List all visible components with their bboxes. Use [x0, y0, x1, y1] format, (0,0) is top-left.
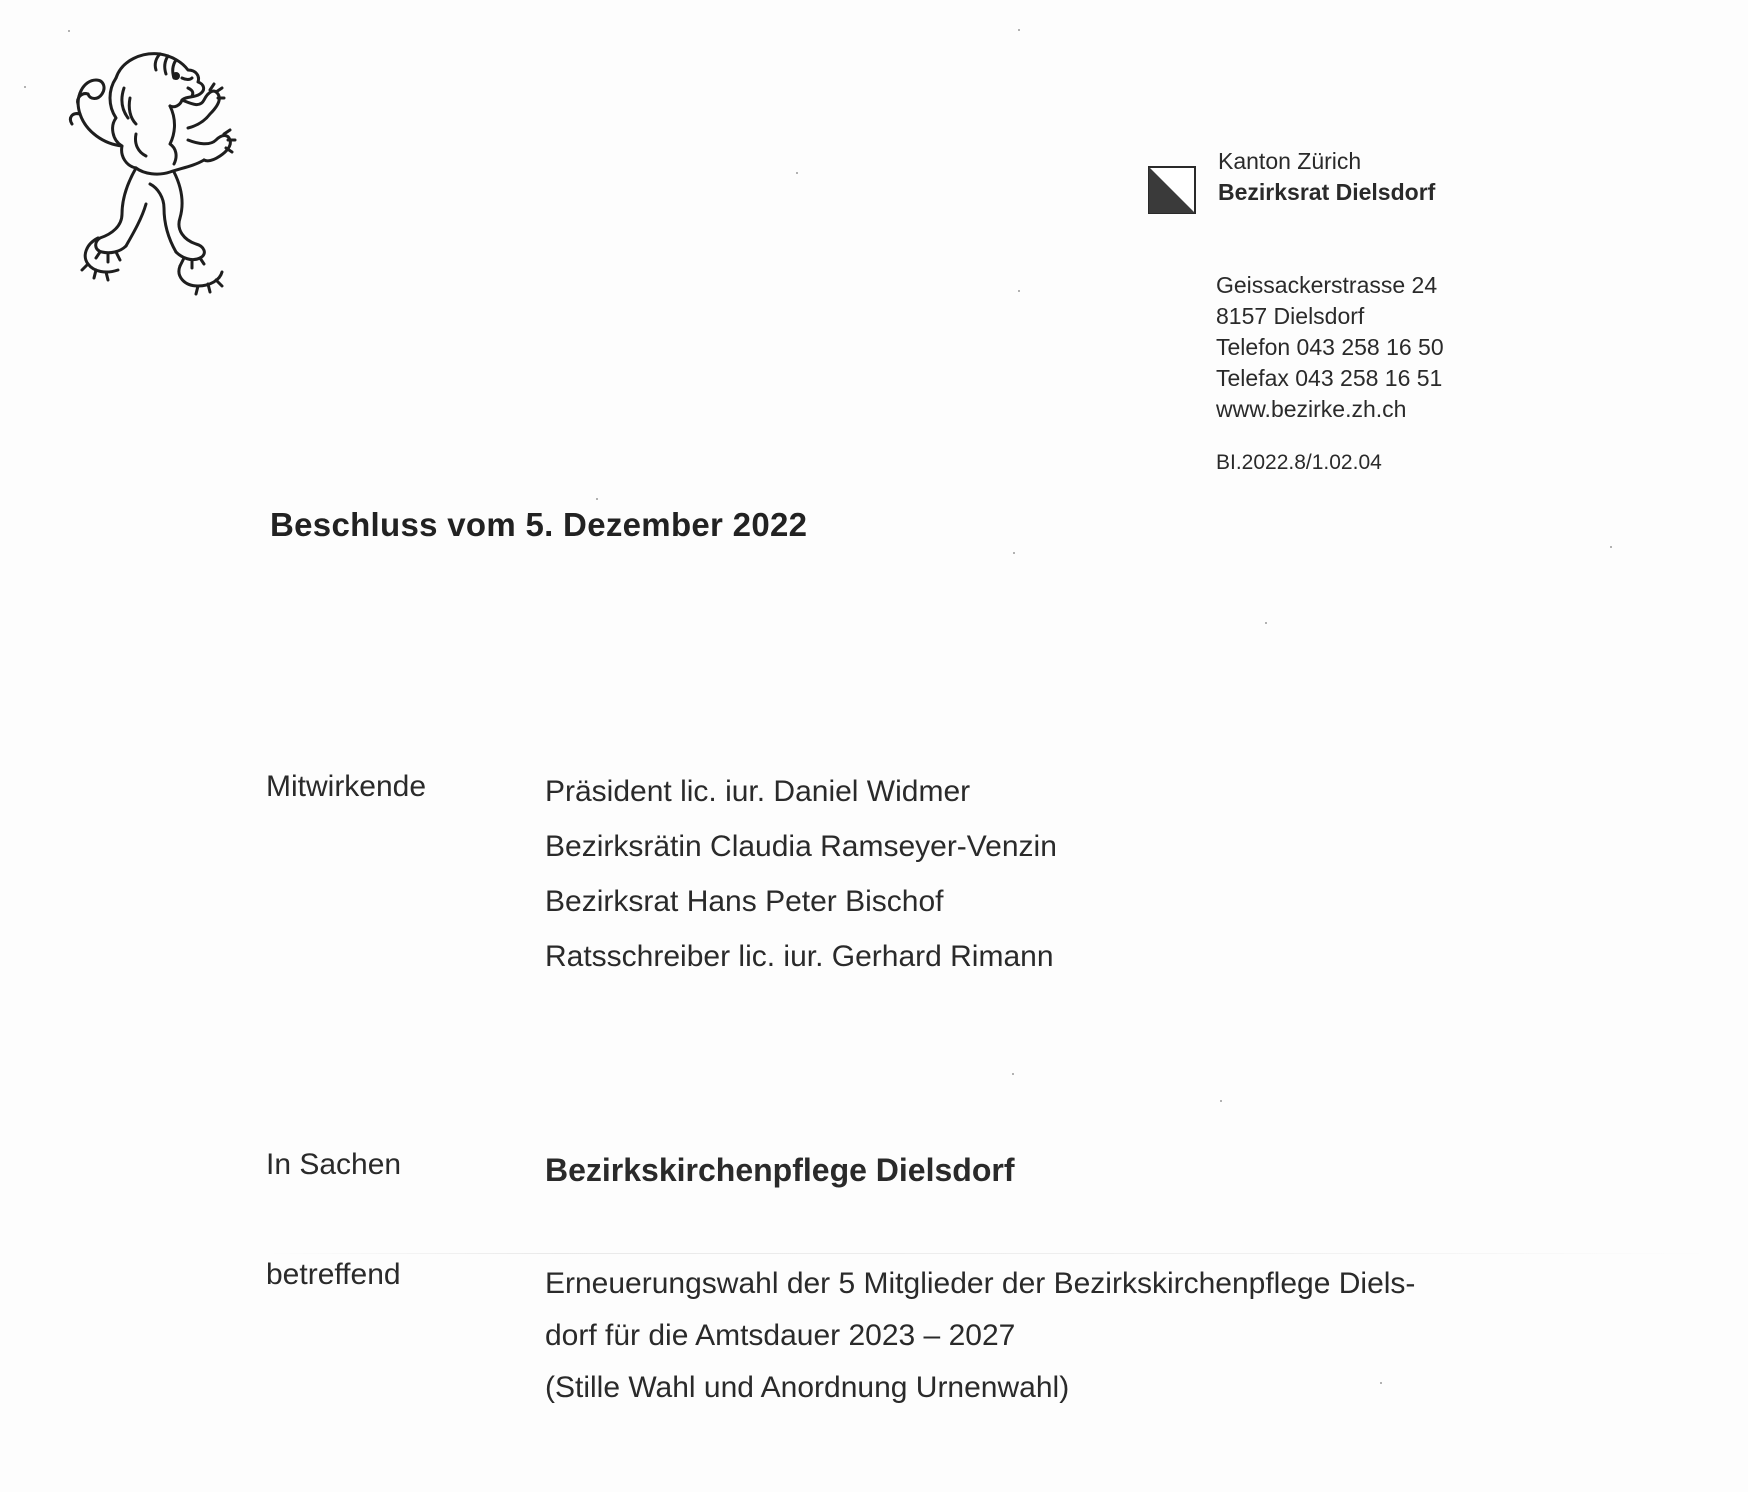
scan-speck	[1018, 290, 1020, 292]
scan-speck	[1380, 1382, 1382, 1384]
participant-item: Präsident lic. iur. Daniel Widmer	[545, 775, 971, 808]
letterhead	[1218, 146, 1435, 208]
decision-title: Beschluss vom 5. Dezember 2022	[270, 506, 808, 543]
address-city: 8157 Dielsdorf	[1216, 303, 1365, 329]
participant-item: Ratsschreiber lic. iur. Gerhard Rimann	[545, 940, 1054, 973]
scan-speck	[68, 30, 70, 32]
subject-line: Erneuerungswahl der 5 Mitglieder der Bezirkskirchenpflege Diels-	[545, 1267, 1416, 1300]
subject-line: dorf für die Amtsdauer 2023 – 2027	[545, 1319, 1016, 1352]
reference-number: BI.2022.8/1.02.04	[1216, 451, 1382, 474]
scan-speck	[596, 498, 598, 500]
subject-label: betreffend	[266, 1258, 401, 1291]
address-fax: Telefax 043 258 16 51	[1216, 365, 1443, 391]
scan-speck	[1265, 622, 1267, 624]
participant-item: Bezirksrätin Claudia Ramseyer-Venzin	[545, 830, 1057, 863]
zurich-lion-crest-icon	[64, 48, 264, 306]
scan-speck	[1013, 552, 1015, 554]
scan-speck	[796, 172, 798, 174]
case-party: Bezirkskirchenpflege Dielsdorf	[545, 1152, 1015, 1188]
participants-label: Mitwirkende	[266, 770, 427, 803]
address-block	[1216, 270, 1444, 425]
participants-list	[545, 764, 1057, 984]
office-name: Bezirksrat Dielsdorf	[1218, 179, 1436, 205]
address-web: www.bezirke.zh.ch	[1216, 396, 1407, 422]
subject-text	[545, 1258, 1545, 1414]
case-label: In Sachen	[266, 1148, 402, 1181]
canton-zurich-shield-icon	[1148, 166, 1196, 214]
subject-line: (Stille Wahl und Anordnung Urnenwahl)	[545, 1371, 1070, 1404]
scan-speck	[1018, 29, 1020, 31]
address-phone: Telefon 043 258 16 50	[1216, 334, 1444, 360]
address-street: Geissackerstrasse 24	[1216, 272, 1438, 298]
scan-speck	[1610, 546, 1612, 548]
participant-item: Bezirksrat Hans Peter Bischof	[545, 885, 944, 918]
scan-artifact-line	[266, 1253, 1716, 1254]
scan-speck	[1220, 1100, 1222, 1102]
canton-name: Kanton Zürich	[1218, 148, 1362, 174]
scan-speck	[24, 86, 26, 88]
scan-speck	[1012, 1073, 1014, 1075]
